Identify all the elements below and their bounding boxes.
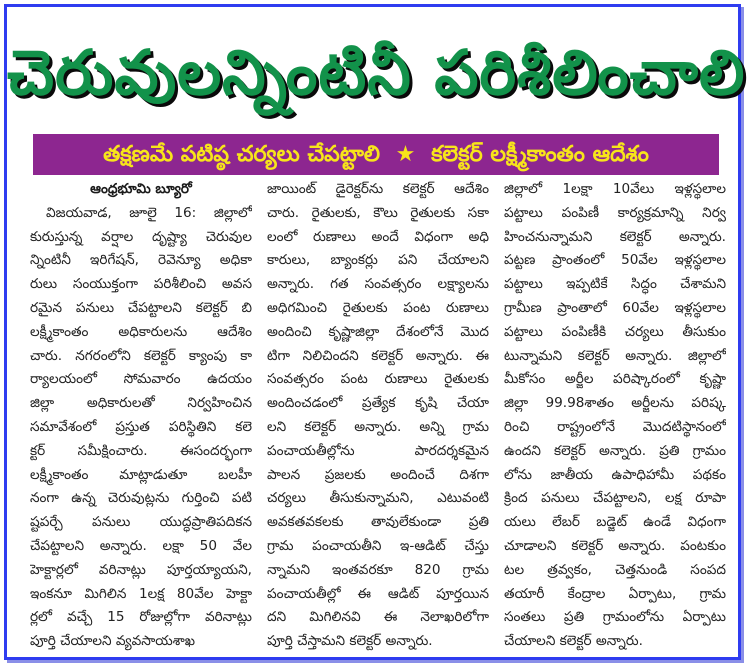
article-text-line: క్రింద పనులు చేపట్టాలని, లక్ష రూపా <box>504 490 726 507</box>
article-text-line: నంగా ఉన్న చెరువుట్లను గుర్తించి పటి <box>30 490 252 507</box>
article-text-line: పట్టాలు పంపిణీ కార్యక్రమాన్ని నిర్వ <box>504 204 726 221</box>
article-text-line: చారు. రైతులకు, కౌలు రైతులకు సకా <box>267 204 489 221</box>
article-text-line: పట్టాలు పంపిణీకి చర్యలు తీసుకుం <box>504 323 726 340</box>
article-text-line: జాయింట్ డైరెక్టర్‌ను కలెక్టర్ ఆదేశిం <box>267 181 489 197</box>
article-text-line: అన్నారు. గత సంవత్సరం లక్ష్యాలను <box>267 276 489 293</box>
article-column-2 <box>267 178 489 648</box>
article-text-line: సంవత్సరం పంట రుణాలు రైతులకు <box>267 371 489 388</box>
article-text-line: టున్నామని కలెక్టర్ అన్నారు. జిల్లాలో <box>504 347 726 364</box>
article-text-line: సమావేశంలో ప్రస్తుత పరిస్థితిని కలె <box>30 418 252 435</box>
article-text-line: ఇంకనూ మిగిలిన 1లక్ష 80వేల హెక్టా <box>30 585 252 602</box>
article-text-line: న్నామని ఇంతవరకూ 820 గ్రామ <box>267 561 489 578</box>
article-column-3 <box>504 178 726 648</box>
article-text-line: చారు. నగరంలోని కలెక్టర్ క్యాంపు కా <box>30 347 252 364</box>
article-text-line: ర్యాలయంలో సోమవారం ఉదయం <box>30 371 252 388</box>
article-text-line: లని కలెక్టర్ అన్నారు. అన్ని గ్రామ <box>267 418 489 435</box>
article-text-line: పంచాయతీల్లోను పారదర్శకమైన <box>267 442 489 459</box>
subheadline-right: కలెక్టర్ లక్ష్మీకాంతం ఆదేశం <box>431 142 649 167</box>
article-text-line: అందించడంలో ప్రత్యేక కృషి చేయా <box>267 395 489 412</box>
article-text-line: తయారీ కేంద్రాల ఏర్పాటు, గ్రామ <box>504 585 726 602</box>
article-text-line: గ్రామీణ ప్రాంతాలో 60వేల ఇళ్లస్థలాల <box>504 299 726 316</box>
byline: ఆంధ్రభూమి బ్యూరో <box>90 181 192 197</box>
article-text-line: జిల్లా 99.98శాతం అర్జీలను పరిష్క <box>504 395 726 412</box>
star-icon: ★ <box>395 142 416 167</box>
article-text-line: కురుస్తున్న వర్షాల దృష్ట్యా చెరువుల <box>30 228 252 245</box>
article-text-line: దని మిగిలినవి ఈ నెలాఖరిలోగా <box>267 609 489 626</box>
article-text-line: పూర్తి చేయాలని వ్యవసాయశాఖ <box>30 633 196 650</box>
article-text-line: జిల్లా అధికారులతో నిర్వహించిన <box>30 395 252 412</box>
article-text-line: అధిగమించి రైతులకు పంట రుణాలు <box>267 299 489 316</box>
article-text-line: ఉందని కలెక్టర్ అన్నారు. ప్రతి గ్రామం <box>504 442 726 459</box>
article-text-line: మీకోసం అర్జీల పరిష్కారంలో కృష్ణా <box>504 371 726 388</box>
article-text-line: గ్రామ పంచాయతీని ఇ-ఆడిట్ చేస్తు <box>267 537 489 554</box>
article-body <box>30 178 726 648</box>
article-column-1 <box>30 178 252 648</box>
article-text-line: పట్టణ ప్రాంతంలో 50వేల ఇళ్లస్థలాల <box>504 252 726 269</box>
article-text-line: లక్ష్మీకాంతం అధికారులను ఆదేశిం <box>30 323 252 340</box>
article-text-line: రించి రాష్ట్రంలోనే మొదటిస్థానంలో <box>504 418 726 435</box>
article-text-line: టల త్రవ్వకం, చెత్తనుండి సంపద <box>504 561 726 578</box>
article-text-line: పట్టాలు ఇప్పటికే సిద్ధం చేశామని <box>504 276 726 293</box>
article-text-line: క్టర్ సమీక్షించారు. ఈసందర్భంగా <box>30 442 252 459</box>
article-text-line: రులు సంయుక్తంగా పరిశీలించి అవస <box>30 276 252 293</box>
article-text-line: విజయవాడ, జూలై 16: జిల్లాలో <box>46 204 252 221</box>
headline: చెరువులన్నింటినీ పరిశీలించాలి <box>7 36 746 109</box>
article-text-line: కారులు, బ్యాంకర్లు పని చేయాలని <box>267 252 489 269</box>
article-text-line: టిగా నిలిచిందని కలెక్టర్ అన్నారు. ఈ <box>267 347 489 364</box>
article-text-line: చేపట్టాలని అన్నారు. లక్షా 50 వేల <box>30 537 252 554</box>
article-text-line: చేయాలని కలెక్టర్ అన్నారు. <box>504 633 643 650</box>
article-text-line: పాలన ప్రజలకు అందించే దిశగా <box>267 466 489 483</box>
article-text-line: అందించి కృష్ణాజిల్లా దేశంలోనే మొద <box>267 323 489 340</box>
article-text-line: రమైన పనులు చేపట్టాలని కలెక్టర్ బి <box>30 299 252 316</box>
article-text-line: ర్లలో వచ్చే 15 రోజుల్లోగా వరినాట్లు <box>30 609 252 626</box>
article-text-line: లక్ష్మీకాంతం మాట్లాడుతూ బలహీ <box>30 466 252 483</box>
article-text-line: యలు లేబర్ బడ్జెట్ ఉండే విధంగా <box>504 514 726 531</box>
article-text-line: పంచాయతీల్లో ఈ ఆడిట్ పూర్తయిన <box>267 585 489 602</box>
article-text-line: ష్టపర్చే పనులు యుద్ధప్రాతిపదికన <box>30 514 252 531</box>
article-text-line: సంతలు ప్రతి గ్రామంలోను ఏర్పాటు <box>504 609 726 626</box>
article-text-line: న్నింటినీ ఇరిగేషన్, రెవెన్యూ అధికా <box>30 252 252 269</box>
subheadline-left: తక్షణమే పటిష్ఠ చర్యలు చేపట్టాలి <box>103 142 380 167</box>
article-text-line: అవకతవకలకు తావులేకుండా ప్రతి <box>267 514 489 531</box>
article-text-line: హించనున్నామని కలెక్టర్ అన్నారు. <box>504 228 726 245</box>
subheadline-banner <box>33 134 719 175</box>
article-text-line: చూడాలని కలెక్టర్ అన్నారు. పంటకుం <box>504 537 726 554</box>
article-text-line: లంలో రుణాలు అందే విధంగా అధి <box>267 228 489 245</box>
article-text-line: లోను జాతీయ ఉపాధిహామీ పథకం <box>504 466 726 483</box>
article-text-line: హెక్టార్లలో వరినాట్లు పూర్తయ్యాయని, <box>30 561 252 578</box>
article-text-line: పూర్తి చేస్తామని కలెక్టర్ అన్నారు. <box>267 633 433 650</box>
article-text-line: చర్యలు తీసుకున్నామని, ఎటువంటి <box>267 490 489 507</box>
article-text-line: జిల్లాలో 1లక్షా 10వేలు ఇళ్లస్థలాల <box>504 181 726 197</box>
